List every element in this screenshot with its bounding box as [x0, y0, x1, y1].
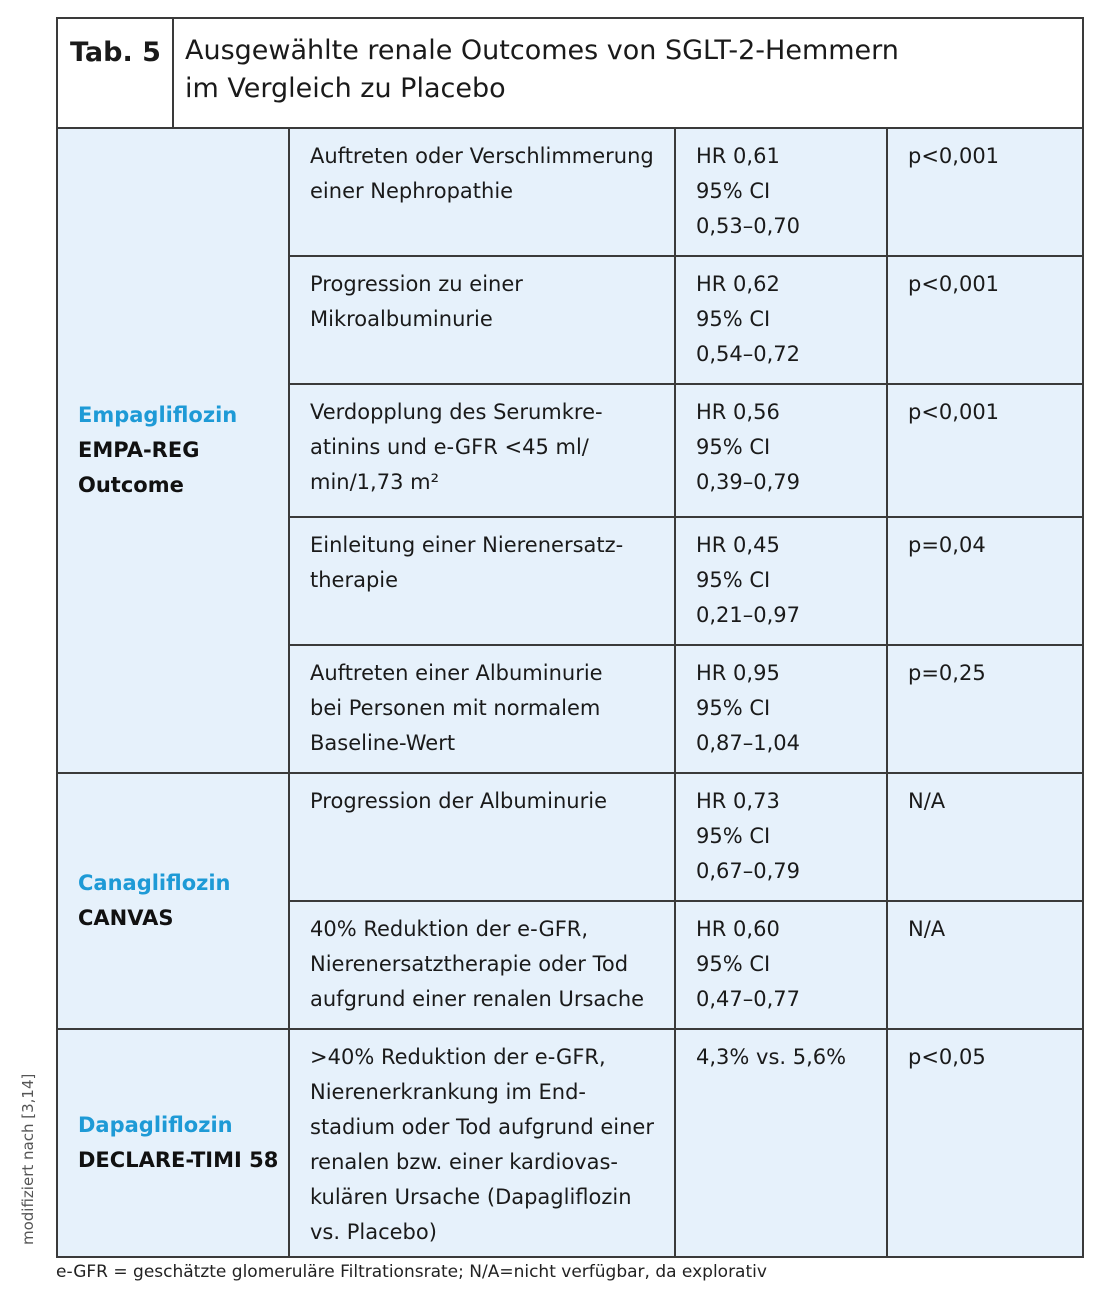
hazard-ratio-line: 0,67–0,79 [696, 859, 801, 883]
hazard-ratio-cell [675, 128, 887, 256]
table-title-line-2: im Vergleich zu Placebo [185, 73, 506, 104]
outcome-cell [289, 901, 675, 1029]
outcome-cell [289, 517, 675, 645]
hazard-ratio-line: HR 0,60 [696, 917, 780, 941]
trial-name: CANVAS [78, 906, 174, 930]
outcome-line: einer Nephropathie [310, 179, 514, 203]
hazard-ratio-cell [675, 517, 887, 645]
hazard-ratio-line: 95% CI [696, 307, 771, 331]
hazard-ratio-line: 95% CI [696, 824, 771, 848]
table-header [57, 18, 1083, 128]
p-value-cell: p<0,001 [887, 384, 1083, 517]
hazard-ratio-line: HR 0,61 [696, 144, 780, 168]
trial-name: DECLARE-TIMI 58 [78, 1148, 279, 1172]
p-value-cell: N/A [887, 901, 1083, 1029]
outcome-line: Mikroalbuminurie [310, 307, 493, 331]
hazard-ratio-line: 0,47–0,77 [696, 987, 801, 1011]
table-row [57, 1029, 1083, 1257]
hazard-ratio-line: 0,21–0,97 [696, 603, 801, 627]
outcome-line: 40% Reduktion der e-GFR, [310, 917, 589, 941]
p-value-cell: p<0,05 [887, 1029, 1083, 1257]
drug-cell [57, 1029, 289, 1257]
outcomes-table [56, 17, 1084, 1258]
hazard-ratio-line: HR 0,73 [696, 789, 780, 813]
outcome-cell [289, 645, 675, 773]
trial-name: Outcome [78, 473, 184, 497]
hazard-ratio-line: 95% CI [696, 568, 771, 592]
outcome-cell [289, 128, 675, 256]
outcome-line: Progression der Albuminurie [310, 789, 607, 813]
drug-cell [57, 128, 289, 773]
p-value-cell: p<0,001 [887, 128, 1083, 256]
table-title [173, 18, 1083, 128]
outcome-line: Verdopplung des Serumkre- [310, 400, 603, 424]
p-value-cell: p=0,25 [887, 645, 1083, 773]
outcome-line: atinins und e-GFR <45 ml/ [310, 435, 589, 459]
p-value-cell: p<0,001 [887, 256, 1083, 384]
outcome-line: Progression zu einer [310, 272, 523, 296]
outcome-line: aufgrund einer renalen Ursache [310, 987, 645, 1011]
table-row [57, 128, 1083, 256]
hazard-ratio-cell [675, 256, 887, 384]
hazard-ratio-cell [675, 1029, 887, 1257]
table-row [57, 773, 1083, 901]
drug-name: Dapagliflozin [78, 1113, 233, 1137]
hazard-ratio-cell [675, 901, 887, 1029]
outcome-line: renalen bzw. einer kardiovas- [310, 1150, 619, 1174]
p-value-cell: N/A [887, 773, 1083, 901]
outcome-cell [289, 773, 675, 901]
outcome-line: Einleitung einer Nierenersatz- [310, 533, 624, 557]
hazard-ratio-cell [675, 773, 887, 901]
outcome-line: Nierenerkrankung im End- [310, 1080, 586, 1104]
outcome-cell [289, 384, 675, 517]
hazard-ratio-line: 95% CI [696, 696, 771, 720]
outcome-line: min/1,73 m² [310, 470, 439, 494]
outcome-line: Auftreten einer Albuminurie [310, 661, 603, 685]
source-note: modifiziert nach [3,14] [19, 1073, 37, 1245]
outcome-line: bei Personen mit normalem [310, 696, 601, 720]
outcome-line: therapie [310, 568, 399, 592]
hazard-ratio-cell [675, 645, 887, 773]
outcome-line: Auftreten oder Verschlimmerung [310, 144, 654, 168]
hazard-ratio-cell [675, 384, 887, 517]
outcome-line: kulären Ursache (Dapagliflozin [310, 1185, 632, 1209]
hazard-ratio-line: 95% CI [696, 952, 771, 976]
hazard-ratio-line: HR 0,95 [696, 661, 780, 685]
hazard-ratio-line: 0,39–0,79 [696, 470, 801, 494]
outcome-line: Baseline-Wert [310, 731, 456, 755]
table-body [57, 128, 1083, 1257]
hazard-ratio-line: HR 0,62 [696, 272, 780, 296]
trial-name: EMPA-REG [78, 438, 200, 462]
hazard-ratio-line: HR 0,56 [696, 400, 780, 424]
hazard-ratio-line: 95% CI [696, 435, 771, 459]
outcome-cell [289, 256, 675, 384]
footnote: e-GFR = geschätzte glomeruläre Filtrationsrate; N/A=nicht verfügbar, da explorativ [56, 1262, 767, 1282]
hazard-ratio-line: 4,3% vs. 5,6% [696, 1045, 847, 1069]
outcome-line: Nierenersatztherapie oder Tod [310, 952, 629, 976]
drug-name: Empagliflozin [78, 403, 238, 427]
hazard-ratio-line: 0,53–0,70 [696, 214, 801, 238]
hazard-ratio-line: HR 0,45 [696, 533, 780, 557]
outcome-line: stadium oder Tod aufgrund einer [310, 1115, 654, 1139]
table-title-line-1: Ausgewählte renale Outcomes von SGLT-2-Hemmern [185, 35, 899, 66]
hazard-ratio-line: 0,87–1,04 [696, 731, 801, 755]
drug-cell [57, 773, 289, 1029]
hazard-ratio-line: 0,54–0,72 [696, 342, 801, 366]
drug-name: Canagliflozin [78, 871, 231, 895]
table-number: Tab. 5 [57, 18, 173, 128]
p-value-cell: p=0,04 [887, 517, 1083, 645]
hazard-ratio-line: 95% CI [696, 179, 771, 203]
outcome-line: vs. Placebo) [310, 1220, 437, 1244]
outcome-cell [289, 1029, 675, 1257]
outcome-line: >40% Reduktion der e-GFR, [310, 1045, 606, 1069]
